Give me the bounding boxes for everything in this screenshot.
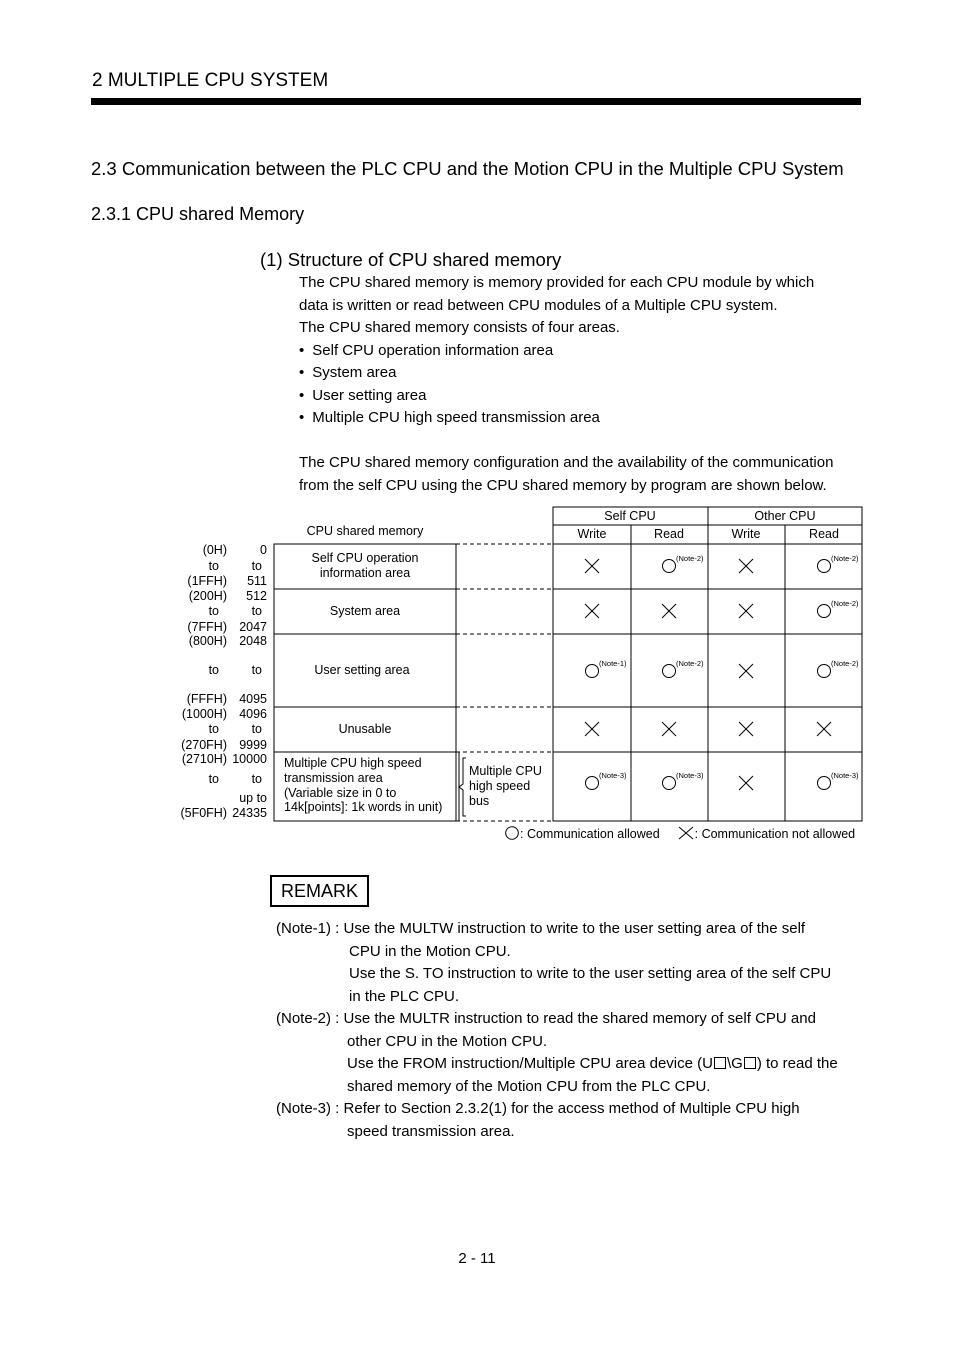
bus-bracket (459, 758, 466, 816)
svg-text:to: to (251, 663, 262, 677)
page-number: 2 - 11 (458, 1250, 496, 1267)
note-line: in the PLC CPU. (349, 987, 460, 1005)
intro-line: data is written or read between CPU modules of a Multiple CPU system. (299, 296, 778, 314)
note-line: (Note-3) : Refer to Section 2.3.2(1) for the access method of Multiple CPU high (276, 1100, 800, 1117)
area-system: System area (329, 604, 401, 618)
svg-text:to: to (208, 722, 219, 736)
svg-text:to: to (208, 604, 219, 618)
self-cpu-header: Self CPU (604, 509, 656, 523)
svg-text:(0H): (0H) (202, 543, 227, 557)
config-line: from the self CPU using the CPU shared memory by program are shown below. (299, 476, 827, 494)
svg-text:to: to (251, 604, 262, 618)
bullet-item: • System area (299, 362, 833, 385)
remark-label: REMARK (270, 875, 369, 907)
bus-label: Multiple CPU (469, 764, 542, 778)
not-allowed-cross-icon (662, 604, 676, 618)
area-multi-cpu: transmission area (284, 771, 383, 785)
allowed-circle-icon (818, 777, 831, 790)
note-ref-label: (Note-3) (676, 771, 704, 780)
note-line: Use the S. TO instruction to write to the user setting area of the self CPU (349, 965, 832, 982)
note-ref-label: (Note-2) (676, 659, 704, 668)
col-write: Write (731, 527, 761, 541)
not-allowed-cross-icon (739, 604, 753, 618)
area-multi-cpu: Multiple CPU high speed (284, 756, 422, 770)
legend-allowed: : Communication allowed (520, 827, 660, 841)
box-glyph-icon (714, 1057, 726, 1069)
svg-text:up to: up to (239, 791, 267, 805)
running-header: 2 MULTIPLE CPU SYSTEM (92, 70, 329, 91)
circle-legend-icon (504, 826, 520, 840)
note-line: (Note-2) : Use the MULTR instruction to read the shared memory of self CPU and (276, 1010, 816, 1027)
intro-line: The CPU shared memory is memory provided for each CPU module by which (299, 274, 815, 291)
note-ref-label: (Note-1) (599, 659, 627, 668)
not-allowed-cross-icon (585, 559, 599, 573)
svg-text:4095: 4095 (239, 692, 267, 706)
svg-text:to: to (208, 559, 219, 573)
area-multi-cpu: 14k[points]: 1k words in unit) (284, 800, 443, 814)
svg-text:2048: 2048 (239, 634, 267, 648)
cross-legend-icon (677, 826, 695, 840)
bullet-item: • User setting area (299, 385, 833, 408)
note-ref-label: (Note-2) (676, 554, 704, 563)
note-line: (Note-1) : Use the MULTW instruction to write to the user setting area of the self (276, 920, 806, 937)
svg-text:(1FFH): (1FFH) (187, 574, 227, 588)
svg-text:to: to (251, 722, 262, 736)
svg-text:(7FFH): (7FFH) (187, 620, 227, 634)
area-user: User setting area (314, 663, 410, 677)
bus-label: bus (469, 794, 490, 808)
note-ref-label: (Note-2) (831, 554, 859, 563)
note-ref-label: (Note-3) (599, 771, 627, 780)
legend-not-allowed: : Communication not allowed (694, 827, 856, 841)
svg-text:to: to (251, 559, 262, 573)
svg-text:(FFFH): (FFFH) (186, 692, 227, 706)
allowed-circle-icon (818, 560, 831, 573)
not-allowed-cross-icon (662, 722, 676, 736)
svg-text:512: 512 (246, 589, 267, 603)
area-self-info: Self CPU operation (311, 551, 419, 565)
allowed-circle-icon (586, 665, 599, 678)
allowed-circle-icon (818, 605, 831, 618)
svg-text:2047: 2047 (239, 620, 267, 634)
not-allowed-cross-icon (739, 722, 753, 736)
not-allowed-cross-icon (739, 664, 753, 678)
svg-text:511: 511 (247, 574, 267, 588)
note-line: other CPU in the Motion CPU. (347, 1032, 548, 1050)
note-ref-label: (Note-3) (831, 771, 859, 780)
section-title: 2.3 Communication between the PLC CPU and the Motion CPU in the Multiple CPU System (91, 158, 844, 179)
svg-text:0: 0 (260, 543, 267, 557)
svg-text:(5F0FH): (5F0FH) (180, 806, 227, 820)
not-allowed-cross-icon (585, 722, 599, 736)
not-allowed-cross-icon (585, 604, 599, 618)
note-ref-label: (Note-2) (831, 599, 859, 608)
svg-text:24335: 24335 (232, 806, 267, 820)
address-labels (180, 543, 267, 820)
svg-text:to: to (208, 663, 219, 677)
svg-text:(800H): (800H) (188, 634, 227, 648)
bullet-item: • Multiple CPU high speed transmission area (299, 407, 833, 430)
not-allowed-cross-icon (817, 722, 831, 736)
allowed-circle-icon (818, 665, 831, 678)
svg-text:9999: 9999 (239, 738, 267, 752)
area-multi-cpu: (Variable size in 0 to (284, 786, 397, 800)
bullet-item: • Self CPU operation information area (299, 340, 833, 363)
svg-text:(2710H): (2710H) (181, 752, 227, 766)
subsection-title: 2.3.1 CPU shared Memory (91, 204, 305, 224)
note-line: CPU in the Motion CPU. (349, 942, 511, 960)
svg-text:10000: 10000 (232, 752, 267, 766)
memory-header: CPU shared memory (306, 524, 424, 538)
box-glyph-icon (744, 1057, 756, 1069)
col-write: Write (577, 527, 607, 541)
allowed-circle-icon (586, 777, 599, 790)
svg-text:(200H): (200H) (188, 589, 227, 603)
col-read: Read (809, 527, 839, 541)
not-allowed-cross-icon (739, 776, 753, 790)
item-title: (1) Structure of CPU shared memory (260, 249, 562, 270)
svg-text:to: to (208, 772, 219, 786)
area-self-info: information area (319, 566, 411, 580)
note-line: shared memory of the Motion CPU from the PLC CPU. (347, 1077, 711, 1095)
svg-text:4096: 4096 (239, 707, 267, 721)
allowed-circle-icon (663, 665, 676, 678)
remark-notes (276, 918, 838, 1143)
not-allowed-cross-icon (739, 559, 753, 573)
svg-text:(270FH): (270FH) (181, 738, 227, 752)
area-unusable: Unusable (338, 722, 392, 736)
svg-text:to: to (251, 772, 262, 786)
bus-label: high speed (469, 779, 531, 793)
note-line: speed transmission area. (347, 1122, 515, 1140)
config-line: The CPU shared memory configuration and the availability of the communication (299, 454, 834, 471)
allowed-circle-icon (663, 560, 676, 573)
col-read: Read (654, 527, 684, 541)
note-ref-label: (Note-2) (831, 659, 859, 668)
intro-line: The CPU shared memory consists of four areas. (299, 319, 620, 336)
legend (504, 826, 855, 841)
svg-text:(1000H): (1000H) (181, 707, 227, 721)
other-cpu-header: Other CPU (754, 509, 816, 523)
allowed-circle-icon (663, 777, 676, 790)
note-line: Use the FROM instruction/Multiple CPU area device (U \G ) to read the (347, 1055, 838, 1072)
